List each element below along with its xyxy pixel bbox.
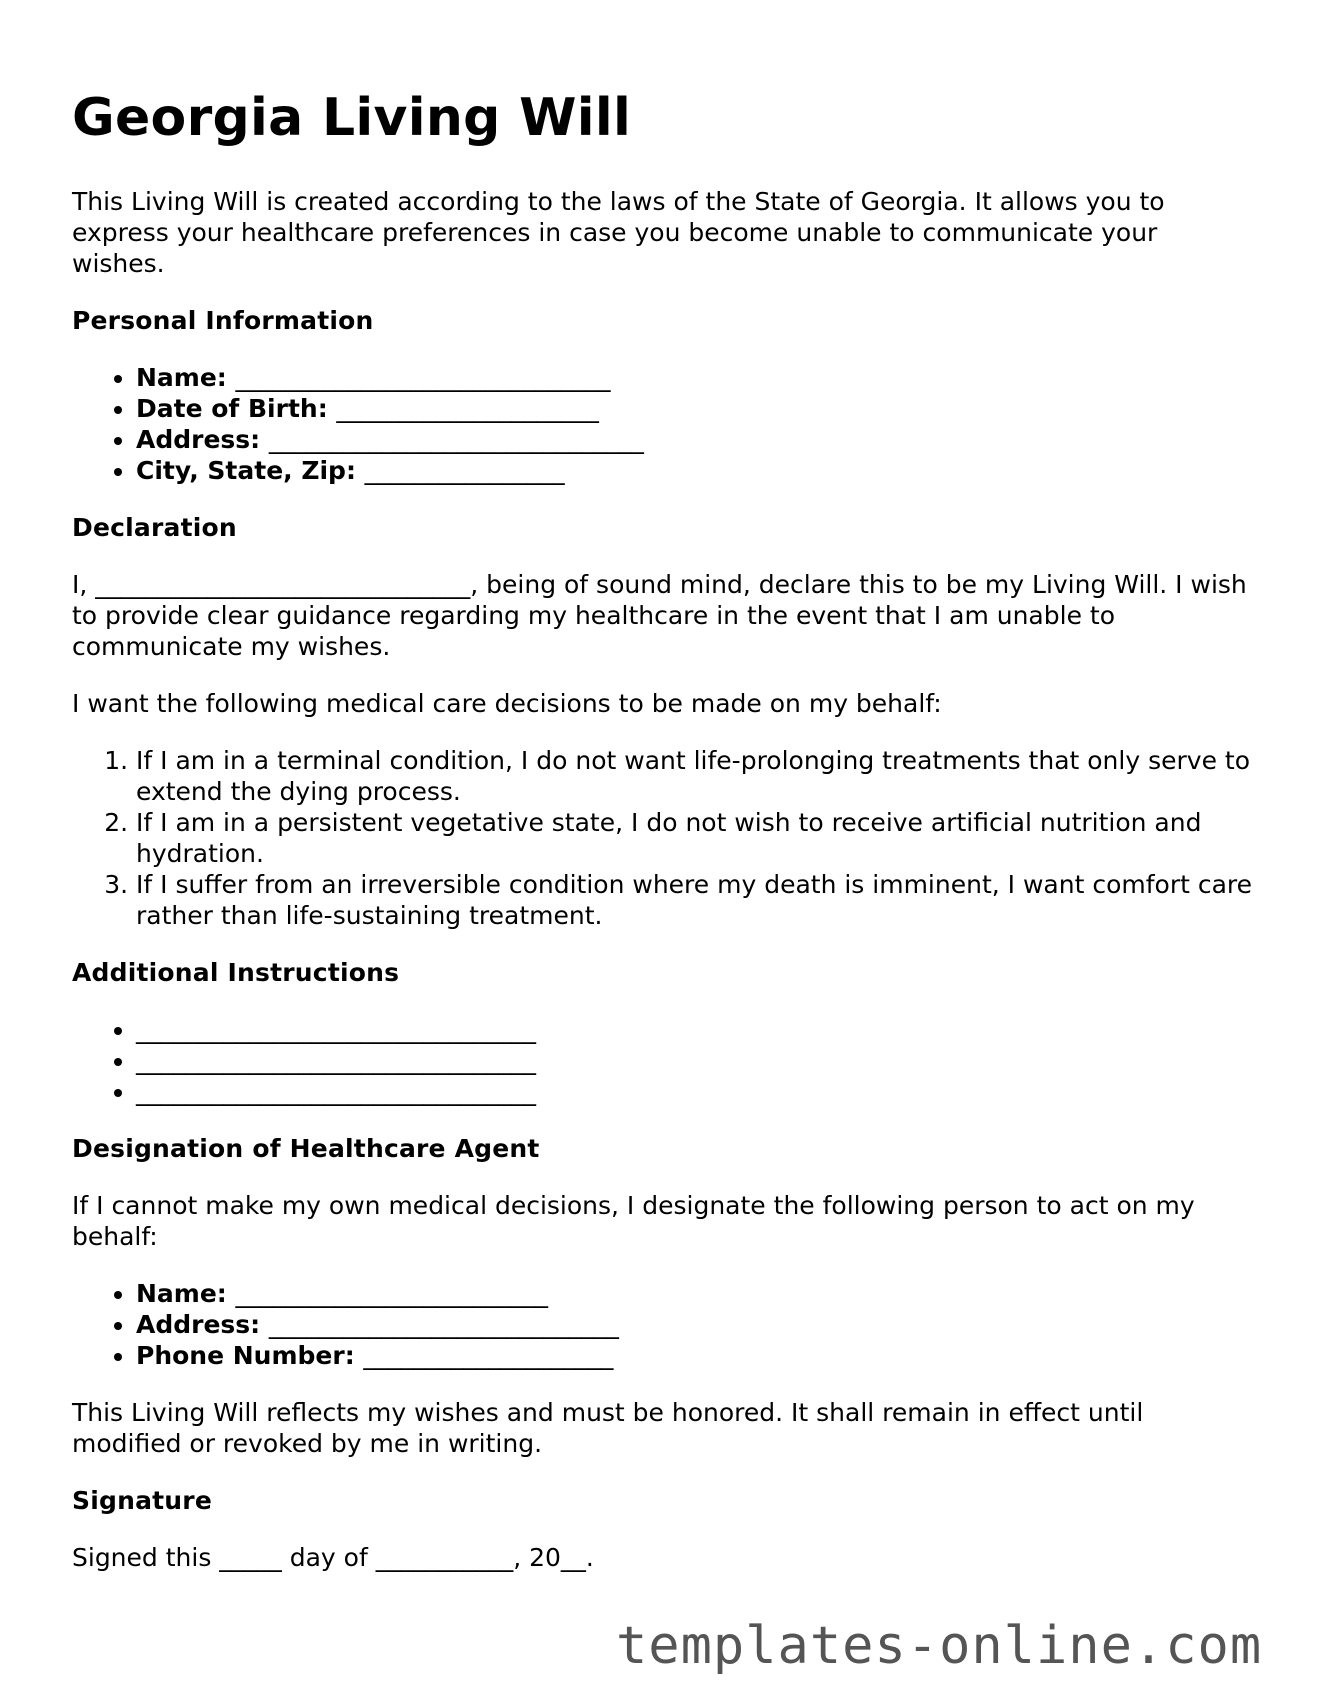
additional-instructions-list <box>72 1014 1252 1107</box>
agent-name-blank[interactable]: _________________________ <box>235 1279 549 1308</box>
personal-field-name: • Name: ______________________________ <box>136 362 1252 393</box>
dob-blank[interactable]: _____________________ <box>336 394 599 423</box>
closing-paragraph: This Living Will reflects my wishes and must be honored. It shall remain in effect until modified or revoked by me in writing. <box>72 1398 1144 1458</box>
personal-field-dob: • Date of Birth: _____________________ <box>136 393 1252 424</box>
signature-heading: Signature <box>72 1486 212 1515</box>
agent-address-blank[interactable]: ____________________________ <box>268 1310 619 1339</box>
personal-field-address: • Address: ______________________________ <box>136 424 1252 455</box>
list-item: 1. If I am in a terminal condition, I do not want life-prolonging treatments that only serve to extend the dying process. <box>136 745 1252 807</box>
watermark: templates-online.com <box>616 1616 1263 1676</box>
intro-paragraph: This Living Will is created according to the laws of the State of Georgia. It allows you to express your healthcare preferences in case you become unable to communicate your wishes. <box>72 187 1165 278</box>
declaration-heading: Declaration <box>72 513 237 542</box>
personal-info-heading: Personal Information <box>72 306 374 335</box>
personal-info-list <box>72 362 1252 486</box>
healthcare-agent-heading: Designation of Healthcare Agent <box>72 1134 540 1163</box>
declaration-lead: I want the following medical care decisions to be made on my behalf: <box>72 689 942 718</box>
personal-field-city: • City, State, Zip: ________________ <box>136 455 1252 486</box>
signature-line: Signed this _____ day of ___________, 20__. <box>72 1543 594 1572</box>
instruction-blank[interactable]: • ________________________________ <box>136 1076 1252 1107</box>
document-page <box>72 86 1252 1599</box>
additional-instructions-heading: Additional Instructions <box>72 958 400 987</box>
city-blank[interactable]: ________________ <box>364 456 565 485</box>
agent-phone-blank[interactable]: ____________________ <box>363 1341 614 1370</box>
list-item: 3. If I suffer from an irreversible condition where my death is imminent, I want comfort care rather than life-sustaining treatment. <box>136 869 1252 931</box>
name-blank[interactable]: ______________________________ <box>235 363 611 392</box>
agent-field-address: • Address: ____________________________ <box>136 1309 1252 1340</box>
list-item: 2. If I am in a persistent vegetative state, I do not wish to receive artificial nutrition and hydration. <box>136 807 1252 869</box>
agent-fields-list <box>72 1278 1252 1371</box>
agent-field-name: • Name: _________________________ <box>136 1278 1252 1309</box>
instruction-blank[interactable]: • ________________________________ <box>136 1014 1252 1045</box>
instruction-blank[interactable]: • ________________________________ <box>136 1045 1252 1076</box>
declaration-paragraph: I, ______________________________, being of sound mind, declare this to be my Living Will. I wish to provide clear guidance regarding my healthcare in the event that I am unable to communicate my wishes. <box>72 570 1247 661</box>
decisions-list <box>72 745 1252 931</box>
page-title: Georgia Living Will <box>72 88 632 148</box>
agent-paragraph: If I cannot make my own medical decisions, I designate the following person to act on my behalf: <box>72 1191 1195 1251</box>
address-blank[interactable]: ______________________________ <box>268 425 644 454</box>
agent-field-phone: • Phone Number: ____________________ <box>136 1340 1252 1371</box>
